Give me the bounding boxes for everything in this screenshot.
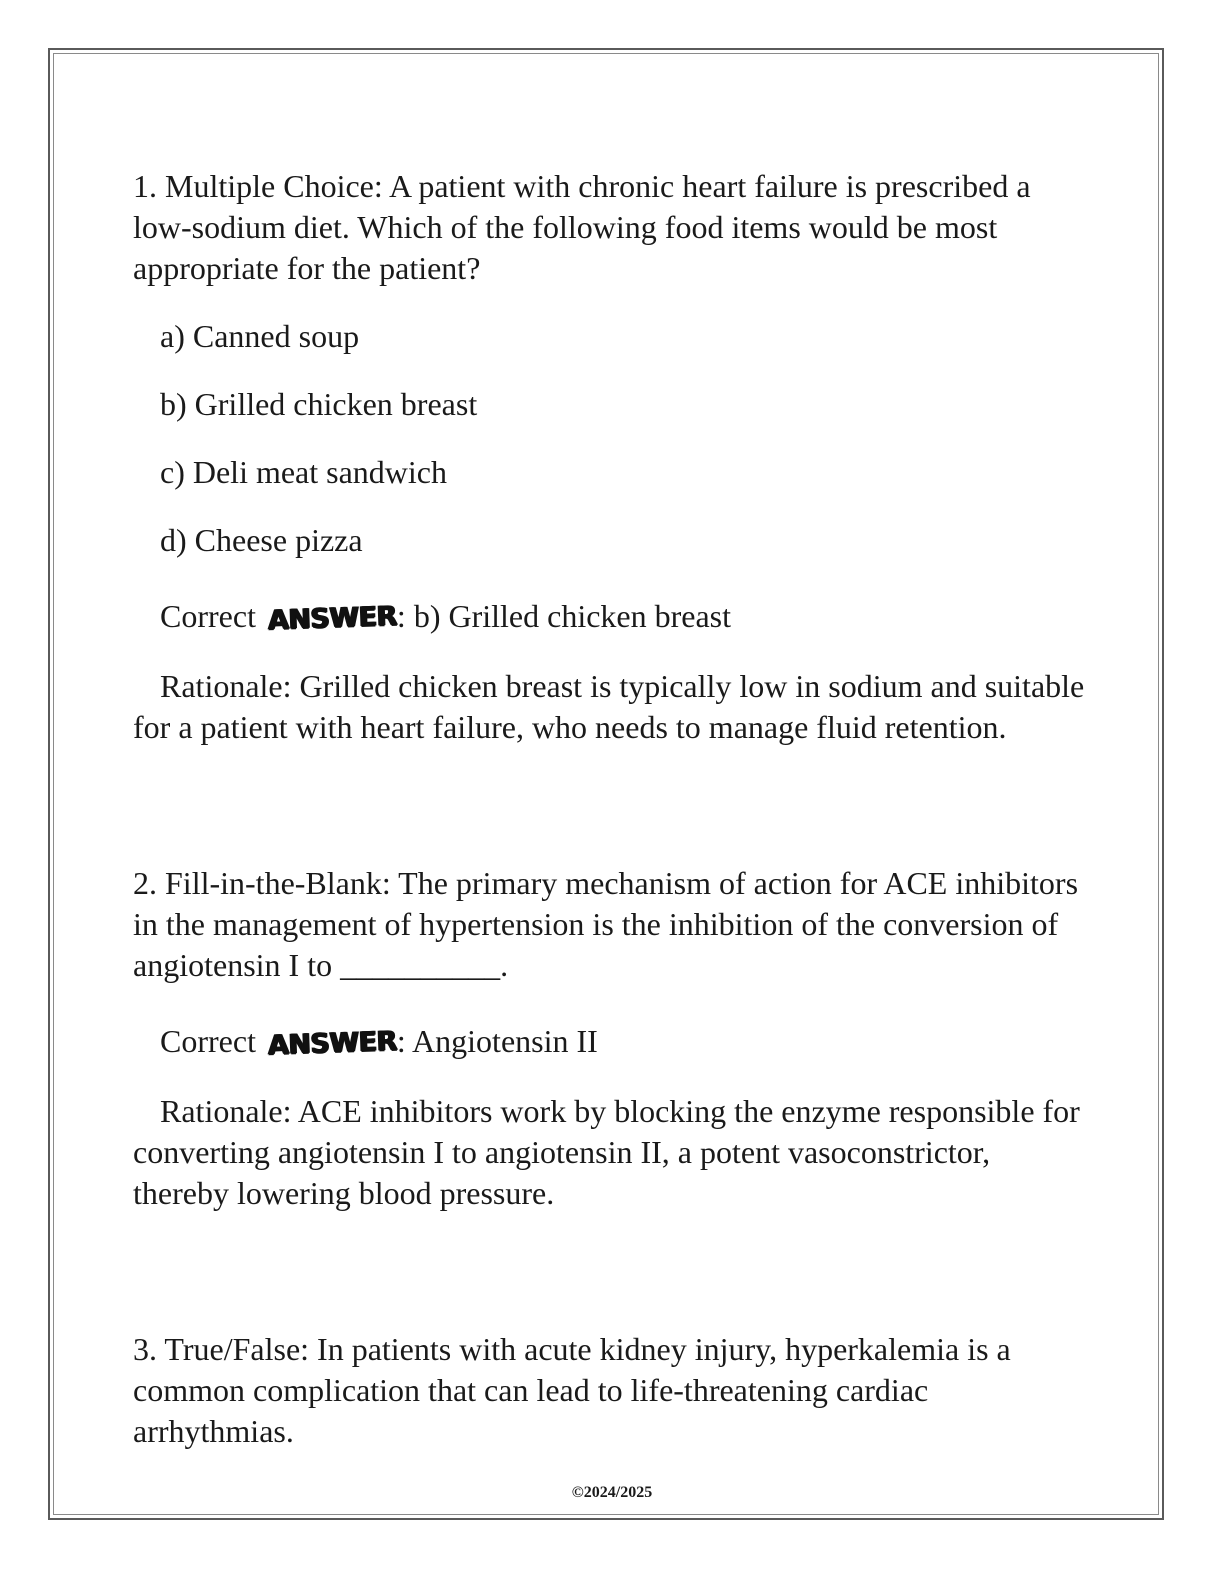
question-1-rationale: Rationale: Grilled chicken breast is typically low in sodium and suitable for a patient with heart failure, who needs to manage fluid retention. bbox=[133, 668, 1085, 745]
document-body bbox=[133, 166, 1093, 1452]
answer-text: : Angiotensin II bbox=[396, 1023, 598, 1059]
question-1-option-d: d) Cheese pizza bbox=[160, 522, 363, 558]
question-1-option-b: b) Grilled chicken breast bbox=[160, 386, 478, 422]
question-1-option-a: a) Canned soup bbox=[160, 318, 360, 354]
question-1-option-c: c) Deli meat sandwich bbox=[160, 454, 447, 490]
copyright-footer: ©2024/2025 bbox=[571, 1484, 653, 1501]
question-2-rationale: Rationale: ACE inhibitors work by blocking the enzyme responsible for converting angiotensin I to angiotensin II, a potent vasoconstrictor, thereby lowering blood pressure. bbox=[133, 1093, 1080, 1211]
question-1-answer bbox=[133, 596, 1093, 639]
answer-word: ANSWER bbox=[267, 600, 398, 637]
question-1-prompt: 1. Multiple Choice: A patient with chronic heart failure is prescribed a low-sodium diet. Which of the following food items would be most appropriate for the patient? bbox=[133, 168, 1031, 286]
answer-word: ANSWER bbox=[267, 1025, 398, 1062]
answer-text: : b) Grilled chicken breast bbox=[396, 598, 732, 634]
answer-prefix: Correct bbox=[160, 1023, 264, 1059]
question-3-prompt: 3. True/False: In patients with acute kidney injury, hyperkalemia is a common complication that can lead to life-threatening cardiac arrhythmias. bbox=[133, 1331, 1011, 1449]
question-2-prompt: 2. Fill-in-the-Blank: The primary mechanism of action for ACE inhibitors in the management of hypertension is the inhibition of the conversion of angiotensin I to __________. bbox=[133, 865, 1079, 983]
question-2-answer bbox=[133, 1021, 1093, 1064]
answer-prefix: Correct bbox=[160, 598, 264, 634]
